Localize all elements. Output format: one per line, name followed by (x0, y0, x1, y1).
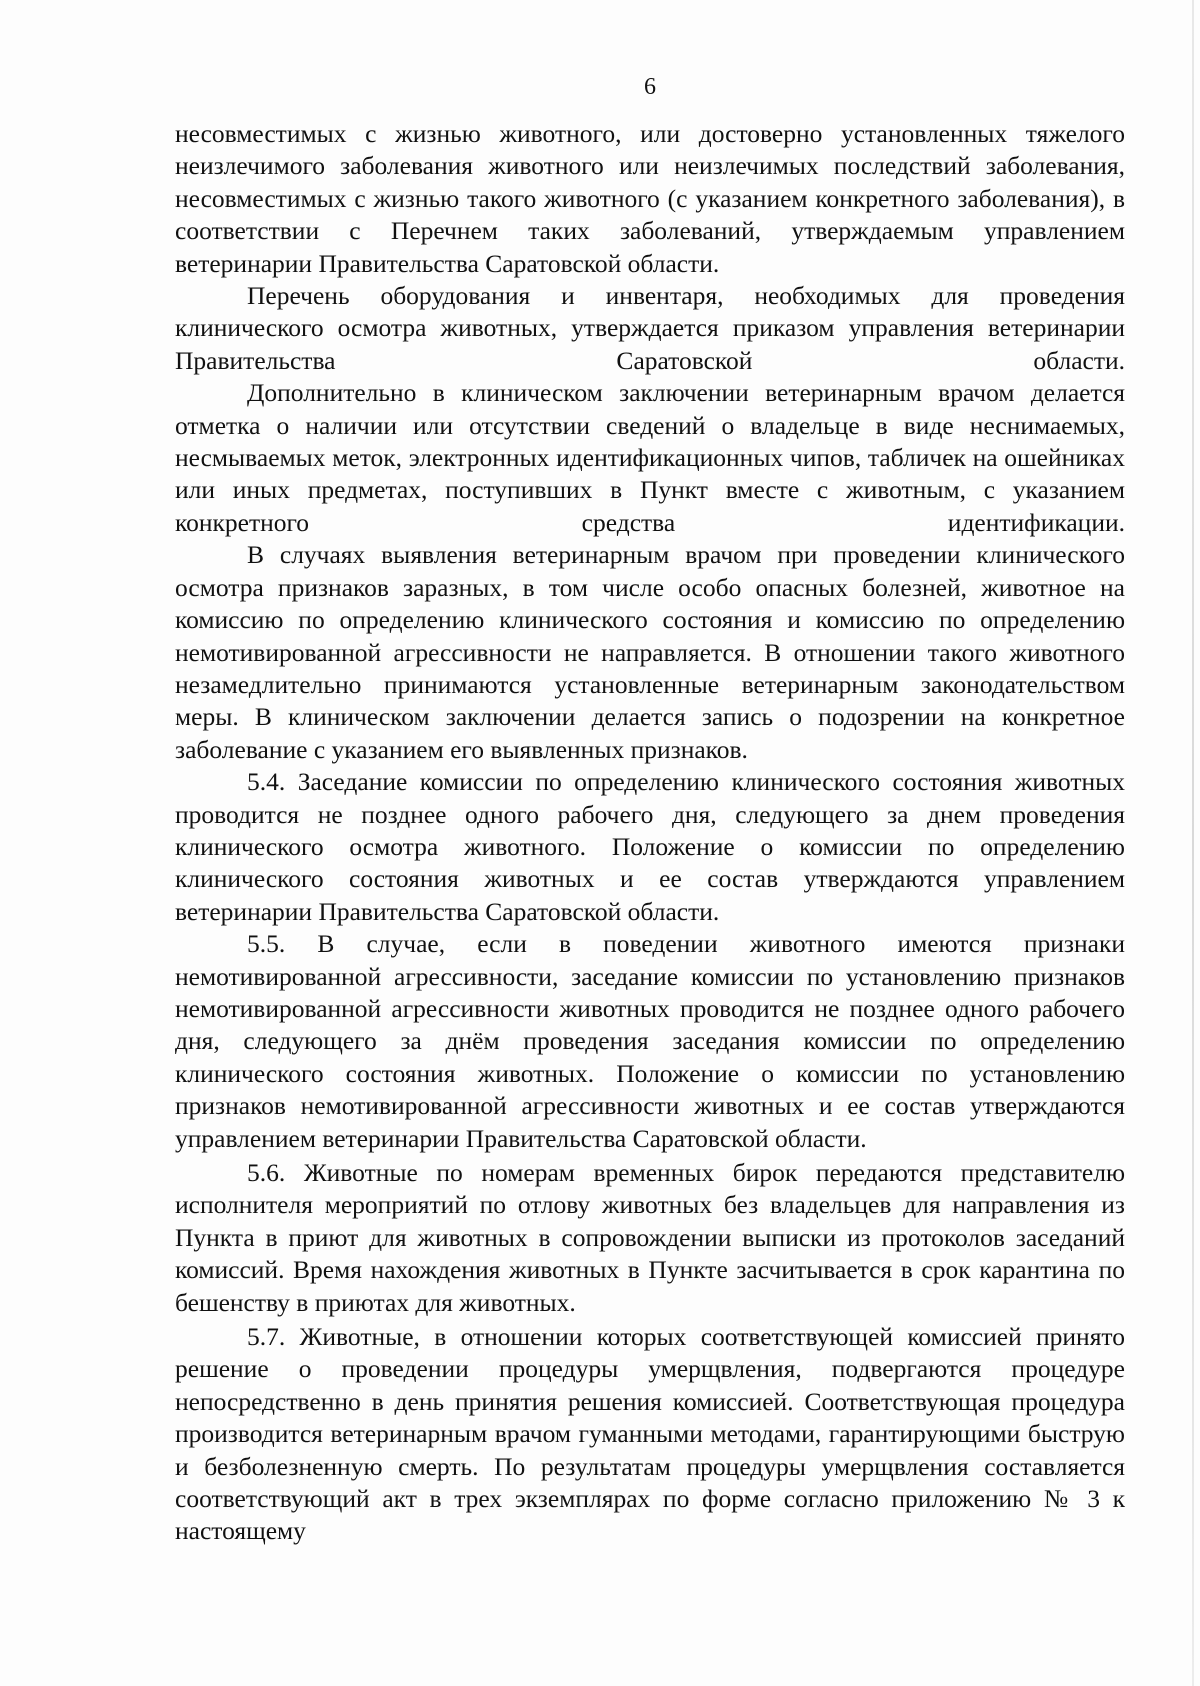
paragraph-5-4: 5.4. Заседание комиссии по определению клинического состояния животных проводится не позднее одного рабочего дня, следующего за днем проведения клинического осмотра животного. Положение о комиссии по определению клинического состояния животных и ее состав утверждаются управлением ветеринарии Правительства Саратовской области. (175, 767, 1125, 926)
document-body (175, 118, 1125, 1548)
paragraph-continuation: несовместимых с жизнью животного, или достоверно установленных тяжелого неизлечимого заболевания животного или неизлечимых последствий заболевания, несовместимых с жизнью такого животного (с указанием конкретного заболевания), в соответствии с Перечнем таких заболеваний, утверждаемым управлением ветеринарии Правительства Саратовской области. (175, 119, 1125, 278)
paragraph-owner-marks: Дополнительно в клиническом заключении ветеринарным врачом делается отметка о наличии или отсутствии сведений о владельце в виде неснимаемых, несмываемых меток, электронных идентификационных чипов, табличек на ошейниках или иных предметах, поступивших в Пункт вместе с животным, с указанием конкретного средства идентификации. (175, 378, 1125, 537)
scan-edge (1192, 0, 1194, 1686)
paragraph-5-7: 5.7. Животные, в отношении которых соответствующей комиссией принято решение о проведении процедуры умерщвления, подвергаются процедуре непосредственно в день принятия решения комиссией. Соответствующая процедура производится ветеринарным врачом гуманными методами, гарантирующими быструю и безболезненную смерть. По результатам процедуры умерщвления составляется соответствующий акт в трех экземплярах по форме согласно приложению № 3 к настоящему (175, 1322, 1125, 1546)
paragraph-contagious-diseases: В случаях выявления ветеринарным врачом при проведении клинического осмотра признаков заразных, в том числе особо опасных болезней, животное на комиссию по определению клинического состояния и комиссию по определению немотивированной агрессивности не направляется. В отношении такого животного незамедлительно принимаются установленные ветеринарным законодательством меры. В клиническом заключении делается запись о подозрении на конкретное заболевание с указанием его выявленных признаков. (175, 540, 1125, 764)
paragraph-equipment-list: Перечень оборудования и инвентаря, необходимых для проведения клинического осмотра животных, утверждается приказом управления ветеринарии Правительства Саратовской области. (175, 281, 1125, 375)
page-number: 6 (644, 74, 656, 100)
paragraph-5-5: 5.5. В случае, если в поведении животного имеются признаки немотивированной агрессивности, заседание комиссии по установлению признаков немотивированной агрессивности животных проводится не позднее одного рабочего дня, следующего за днём проведения заседания комиссии по определению клинического состояния животных. Положение о комиссии по установлению признаков немотивированной агрессивности животных и ее состав утверждаются управлением ветеринарии Правительства Саратовской области. (175, 929, 1125, 1153)
paragraph-5-6: 5.6. Животные по номерам временных бирок передаются представителю исполнителя мероприятий по отлову животных без владельцев для направления из Пункта в приют для животных в сопровождении выписки из протоколов заседаний комиссий. Время нахождения животных в Пункте засчитывается в срок карантина по бешенству в приютах для животных. (175, 1158, 1125, 1317)
